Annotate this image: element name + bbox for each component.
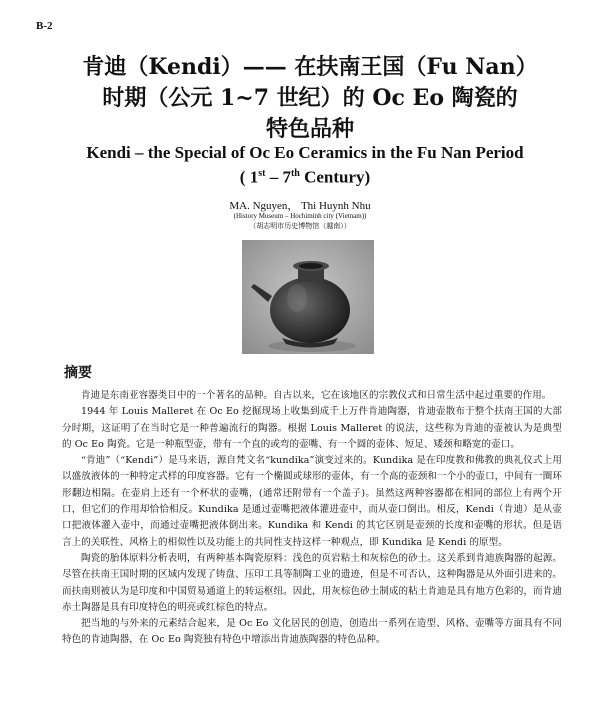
page-label: B-2	[36, 20, 53, 32]
authors: MA. Nguyen， Thi Huynh Nhu	[229, 200, 371, 212]
title-chinese-line: 时期（公元 1~7 世纪）的 Oc Eo 陶瓷的	[102, 85, 518, 111]
title-superscript: st	[258, 168, 266, 179]
paragraph: 1944 年 Louis Malleret 在 Oc Eo 挖掘现场上收集到成千上万件肯迪陶器，肯迪壶散布于整个扶南王国的大部分时期，这证明了在当时它是一种普遍流行的陶器。根据 Louis Malleret 的说法，这些称为肯迪的壶被认为是典型的 Oc Eo 陶瓷。它是一种瓶型壶，带有一个直的或弯的壶嘴、有一个圆的壶体、短足、矮颈和略宽的壶口。	[62, 406, 562, 450]
paragraph: “肯迪”（“Kendi”）是马来语，源自梵文名“kundika”演变过来的。Kundika 是在印度教和佛教的典礼仪式上用以盛放液体的一种特定式样的印度容器。它有一个椭圆或球形的壶体，有一个高的壶颈和一个小的壶口，中间有一圈环形翻边相隔。在壶肩上还有一个杯状的壶嘴，(通常还附带有一个盖子)。虽然这两种容器都在相同的部位上有两个开口，但它们的作用却恰恰相反。Kundika 是通过壶嘴把液体灌进壶中，而从壶口倒出。相反，Kendi（肯迪）是从壶口把液体灌入壶中，而通过壶嘴把液体倒出来。Kundika 和 Kendi 的其它区别是壶颈的长度和壶嘴的形状。但是语言上的关联性、风格上的相似性以及功能上的共同性支持这样一种观点，即 Kundika 是 Kendi 的原型。	[62, 455, 562, 548]
title-part: – 7	[265, 167, 291, 187]
affiliation-english: (History Museum – Hochiminh city (Vietnam))	[233, 212, 367, 220]
title-english	[40, 142, 570, 188]
affiliation-chinese: （胡志明市历史博物馆（越南））	[249, 222, 351, 230]
title-superscript: th	[290, 168, 300, 179]
title-chinese-line: 肯迪（Kendi）—— 在扶南王国（Fu Nan）	[82, 54, 538, 80]
paragraph: 陶瓷的胎体原料分析表明，有两种基本陶瓷原料：浅色的页岩粘土和灰棕色的砂土。这关系到肯迪族陶器的起源。尽管在扶南王国时期的区域内发现了铸盘、压印工具等制陶工业的遗迹，但是不可否认，这种陶器是从外面引进来的。而扶南则被认为是印度和中国贸易通道上的转运枢纽。因此，用灰棕色砂土制成的粘土肯迪是具有地方色彩的，而肯迪赤土陶器是具有印度特色的明亮或红棕色的特点。	[62, 552, 562, 613]
abstract-body	[62, 388, 562, 649]
title-chinese	[60, 52, 560, 145]
title-part: Century)	[299, 167, 371, 187]
paragraph: 肯迪是东南亚容器类目中的一个著名的品种。自古以来，它在该地区的宗教仪式和日常生活中起过重要的作用。	[81, 390, 552, 401]
title-english-line2	[40, 163, 570, 188]
affiliation	[0, 211, 600, 231]
paragraph: 把当地的与外来的元素结合起来，是 Oc Eo 文化居民的创造，创造出一系列在造型、风格、壶嘴等方面具有不同特色的肯迪陶器，在 Oc Eo 陶瓷独有特色中增添出肯迪族陶器的特色品种。	[62, 618, 562, 646]
title-english-line1: Kendi – the Special of Oc Eo Ceramics in the Fu Nan Period	[86, 143, 524, 162]
title-part: ( 1	[239, 167, 259, 187]
title-chinese-line: 特色品种	[265, 116, 354, 142]
kendi-vessel-photo	[242, 240, 374, 354]
abstract-heading: 摘要	[64, 365, 92, 381]
